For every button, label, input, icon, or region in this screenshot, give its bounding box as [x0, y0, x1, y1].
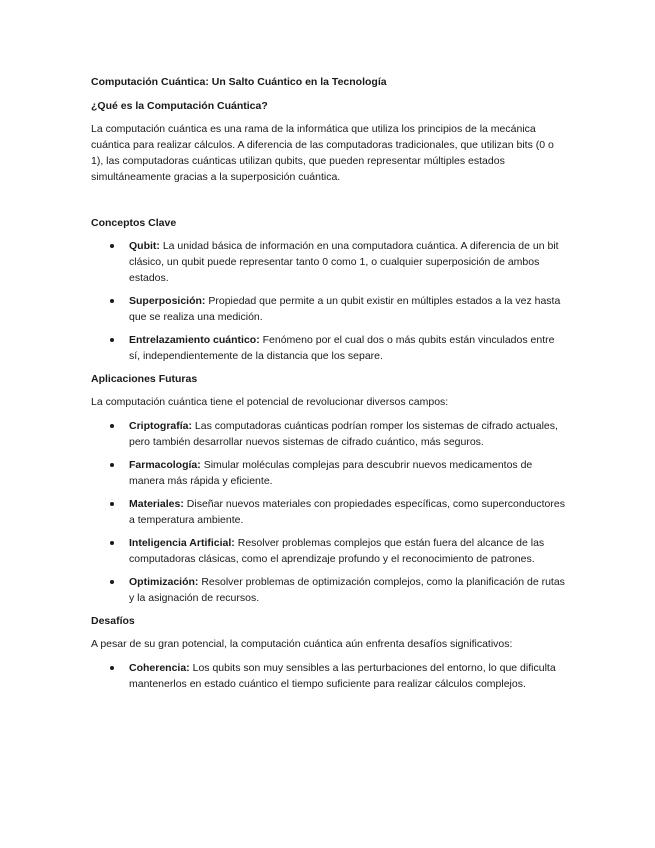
list-item: [91, 332, 565, 364]
applications-heading: Aplicaciones Futuras: [91, 373, 198, 385]
concepts-list: [91, 238, 565, 364]
applications-list: [91, 418, 565, 606]
applications-intro: La computación cuántica tiene el potencial de revolucionar diversos campos:: [91, 396, 449, 408]
list-item: [91, 238, 565, 286]
list-item-text: Resolver problemas complejos que están fuera del alcance de las computadoras clásicas, como el aprendizaje profundo y el reconocimiento de patrones.: [129, 537, 545, 565]
what-is-paragraph: La computación cuántica es una rama de la informática que utiliza los principios de la mecánica cuántica para realizar cálculos. A diferencia de las computadoras tradicionales, que utilizan bits (0 o 1), las computadoras cuánticas utilizan qubits, que pueden representar múltiples estados simultáneamente gracias a la superposición cuántica.: [91, 123, 554, 183]
bullet-icon: [110, 666, 114, 670]
bullet-icon: [110, 424, 114, 428]
list-item-term: Inteligencia Artificial:: [129, 537, 235, 549]
list-item-term: Superposición:: [129, 295, 206, 307]
list-item-text: Los qubits son muy sensibles a las perturbaciones del entorno, lo que dificulta mantenerlos en estado cuántico el tiempo suficiente para realizar cálculos complejos.: [129, 662, 556, 690]
list-item-term: Criptografía:: [129, 420, 192, 432]
list-item-text: Propiedad que permite a un qubit existir en múltiples estados a la vez hasta que se realiza una medición.: [129, 295, 561, 323]
list-item-text: Resolver problemas de optimización complejos, como la planificación de rutas y la asignación de recursos.: [129, 576, 565, 604]
list-item-term: Optimización:: [129, 576, 199, 588]
list-item: [91, 418, 565, 450]
what-is-heading: ¿Qué es la Computación Cuántica?: [91, 100, 268, 112]
bullet-icon: [110, 338, 114, 342]
list-item-term: Entrelazamiento cuántico:: [129, 334, 260, 346]
document-title: Computación Cuántica: Un Salto Cuántico en la Tecnología: [91, 76, 387, 88]
list-item-text: La unidad básica de información en una computadora cuántica. A diferencia de un bit clásico, un qubit puede representar tanto 0 como 1, o cualquier superposición de ambos estados.: [129, 240, 559, 284]
bullet-icon: [110, 580, 114, 584]
list-item-term: Materiales:: [129, 498, 184, 510]
list-item-text: Las computadoras cuánticas podrían romper los sistemas de cifrado actuales, pero también desarrollar nuevos sistemas de cifrado cuántico, más seguros.: [129, 420, 558, 448]
concepts-heading: Conceptos Clave: [91, 217, 177, 229]
section-spacer: [91, 193, 565, 215]
bullet-icon: [110, 463, 114, 467]
list-item-term: Coherencia:: [129, 662, 190, 674]
list-item: [91, 660, 565, 692]
bullet-icon: [110, 502, 114, 506]
list-item: [91, 457, 565, 489]
challenges-intro: A pesar de su gran potencial, la computación cuántica aún enfrenta desafíos significativos:: [91, 638, 513, 650]
list-item-term: Farmacología:: [129, 459, 201, 471]
list-item: [91, 496, 565, 528]
list-item: [91, 574, 565, 606]
list-item-text: Fenómeno por el cual dos o más qubits están vinculados entre sí, independientemente de la distancia que los separe.: [129, 334, 555, 362]
challenges-list: [91, 660, 565, 692]
challenges-heading: Desafíos: [91, 615, 135, 627]
list-item-text: Simular moléculas complejas para descubrir nuevos medicamentos de manera más rápida y eficiente.: [129, 459, 533, 487]
list-item: [91, 535, 565, 567]
bullet-icon: [110, 541, 114, 545]
list-item-text: Diseñar nuevos materiales con propiedades específicas, como superconductores a temperatura ambiente.: [129, 498, 565, 526]
list-item-term: Qubit:: [129, 240, 160, 252]
bullet-icon: [110, 244, 114, 248]
bullet-icon: [110, 299, 114, 303]
list-item: [91, 293, 565, 325]
